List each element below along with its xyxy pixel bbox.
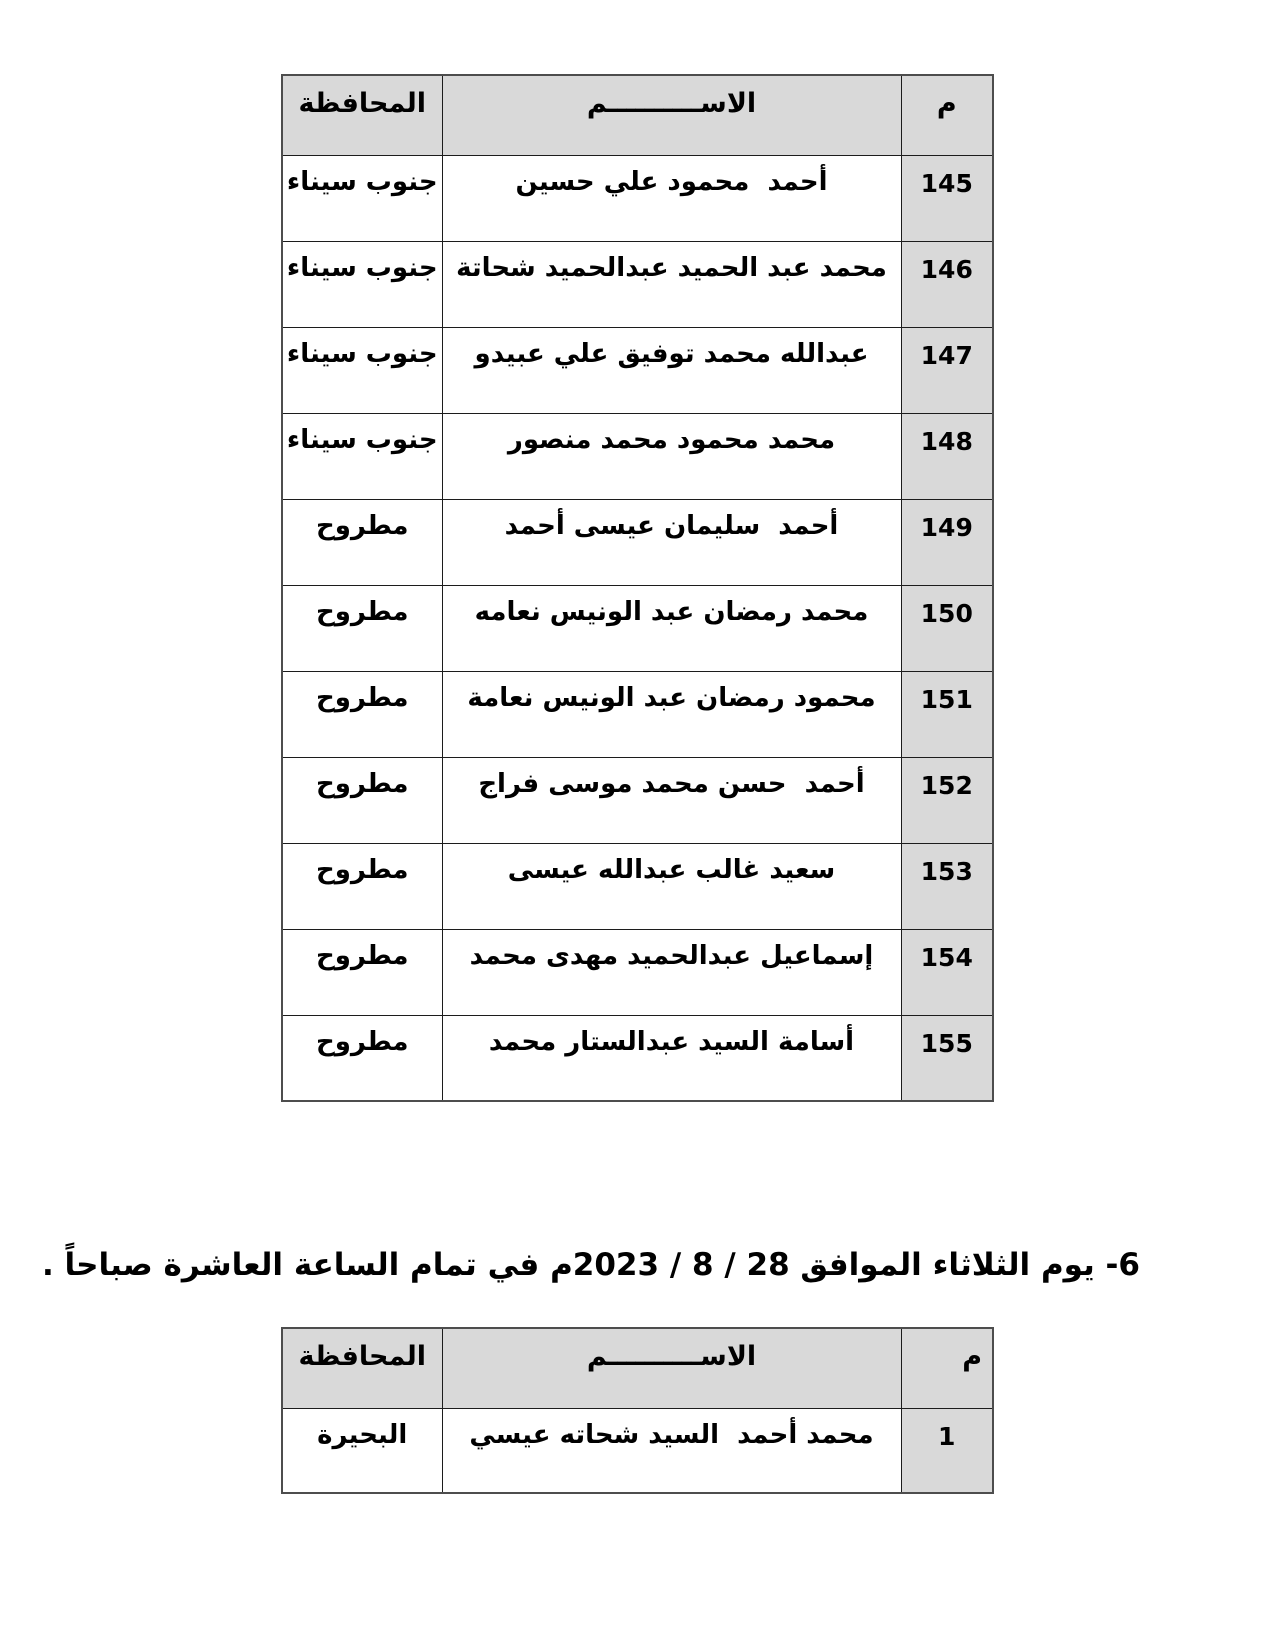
table-row — [282, 757, 993, 843]
cell-name: محمد أحمد السيد شحاته عيسي — [442, 1408, 901, 1493]
cell-governorate: البحيرة — [282, 1408, 442, 1493]
cell-number: 146 — [901, 241, 993, 327]
cell-governorate: جنوب سيناء — [282, 155, 442, 241]
header-cell-governorate: المحافظة — [282, 75, 442, 155]
cell-name: محمد عبد الحميد عبدالحميد شحاتة — [442, 241, 901, 327]
cell-name: محمد رمضان عبد الونيس نعامه — [442, 585, 901, 671]
table-row — [282, 413, 993, 499]
cell-number: 154 — [901, 929, 993, 1015]
cell-number: 147 — [901, 327, 993, 413]
cell-number: 148 — [901, 413, 993, 499]
cell-name: إسماعيل عبدالحميد مهدى محمد — [442, 929, 901, 1015]
cell-number: 150 — [901, 585, 993, 671]
cell-number: 1 — [901, 1408, 993, 1493]
header-cell-number: م — [901, 75, 993, 155]
cell-governorate: جنوب سيناء — [282, 327, 442, 413]
table-header-row — [282, 1328, 993, 1408]
cell-name: أسامة السيد عبدالستار محمد — [442, 1015, 901, 1101]
cell-name: أحمد سليمان عيسى أحمد — [442, 499, 901, 585]
cell-governorate: مطروح — [282, 929, 442, 1015]
cell-name: عبدالله محمد توفيق علي عبيدو — [442, 327, 901, 413]
table-row — [282, 843, 993, 929]
table-row — [282, 1015, 993, 1101]
cell-governorate: مطروح — [282, 757, 442, 843]
cell-name: محمود رمضان عبد الونيس نعامة — [442, 671, 901, 757]
table-row — [282, 1408, 993, 1493]
table-row — [282, 929, 993, 1015]
cell-governorate: مطروح — [282, 1015, 442, 1101]
cell-governorate: جنوب سيناء — [282, 413, 442, 499]
cell-name: أحمد محمود علي حسين — [442, 155, 901, 241]
table-row — [282, 671, 993, 757]
cell-name: سعيد غالب عبدالله عيسى — [442, 843, 901, 929]
roster-table-145-155 — [281, 74, 994, 1102]
cell-number: 149 — [901, 499, 993, 585]
session-6-heading: 6- يوم الثلاثاء الموافق 28 / 8 / 2023م في تمام الساعة العاشرة صباحاً . — [41, 1247, 1140, 1283]
cell-number: 153 — [901, 843, 993, 929]
cell-number: 151 — [901, 671, 993, 757]
header-cell-name: الاســــــــــم — [442, 1328, 901, 1408]
roster-table-session-6 — [281, 1327, 994, 1494]
table-row — [282, 155, 993, 241]
cell-number: 152 — [901, 757, 993, 843]
header-cell-number: م — [901, 1328, 993, 1408]
cell-name: أحمد حسن محمد موسى فراج — [442, 757, 901, 843]
table-row — [282, 499, 993, 585]
table-row — [282, 585, 993, 671]
header-cell-governorate: المحافظة — [282, 1328, 442, 1408]
cell-name: محمد محمود محمد منصور — [442, 413, 901, 499]
cell-governorate: جنوب سيناء — [282, 241, 442, 327]
cell-governorate: مطروح — [282, 499, 442, 585]
cell-governorate: مطروح — [282, 843, 442, 929]
table-row — [282, 241, 993, 327]
header-cell-name: الاســــــــــم — [442, 75, 901, 155]
cell-governorate: مطروح — [282, 671, 442, 757]
cell-number: 155 — [901, 1015, 993, 1101]
cell-number: 145 — [901, 155, 993, 241]
table-row — [282, 327, 993, 413]
cell-governorate: مطروح — [282, 585, 442, 671]
table-header-row — [282, 75, 993, 155]
